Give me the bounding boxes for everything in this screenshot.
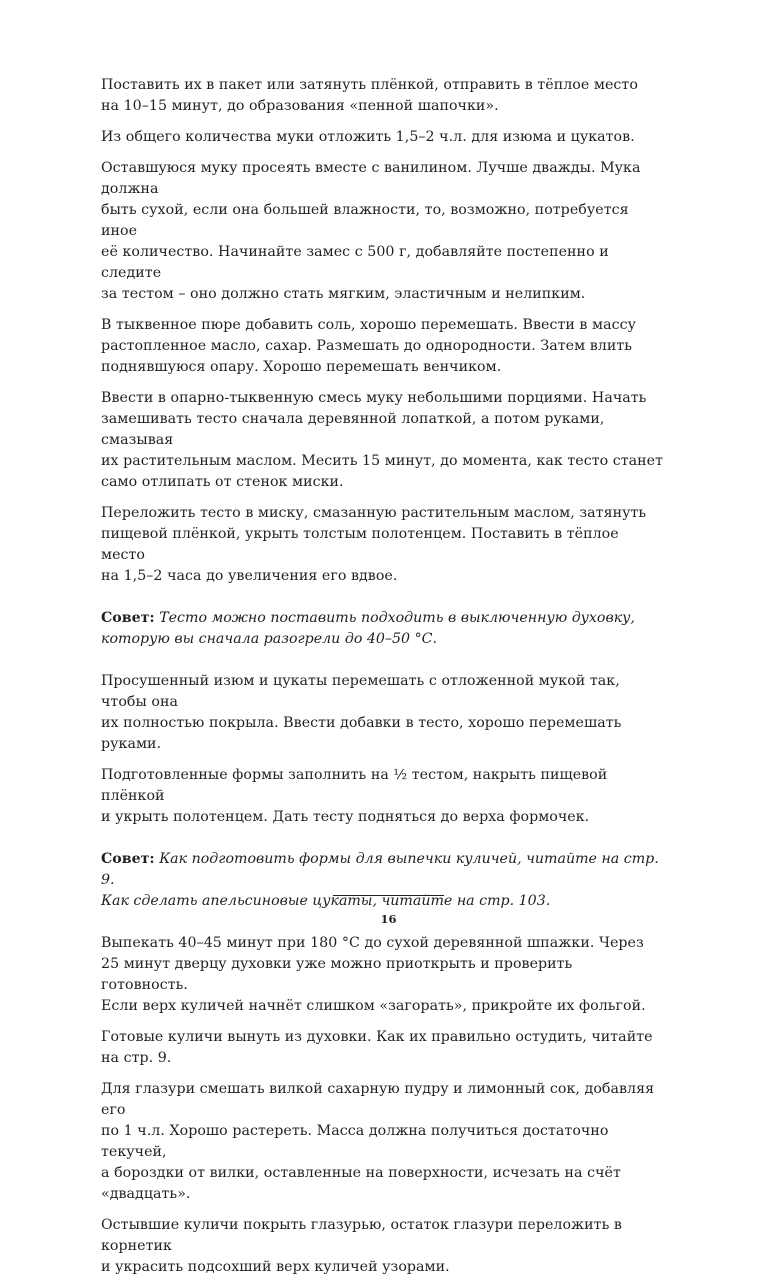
tip-text: Тесто можно поставить подходить в выключенную духовку, которую вы сначала разогрели до 40–50 °С. — [101, 610, 635, 647]
tip-label: Совет: — [101, 851, 155, 867]
footer-divider — [333, 895, 444, 896]
page-body — [101, 75, 663, 1288]
tip-label: Совет: — [101, 610, 155, 626]
paragraph-fill-forms: Подготовленные формы заполнить на ½ тестом, накрыть пищевой плёнкой и укрыть полотенцем. Дать тесту подняться до верха формочек. — [101, 767, 608, 825]
paragraph-glaze: Для глазури смешать вилкой сахарную пудру и лимонный сок, добавляя его по 1 ч.л. Хорошо растереть. Масса должна получиться достаточно текучей, а бороздки от вилки, оставленные на поверхности, исчезать на счёт «двадцать». — [101, 1081, 655, 1202]
paragraph-add-raisins: Просушенный изюм и цукаты перемешать с отложенной мукой так, чтобы она их полностью покрыла. Ввести добавки в тесто, хорошо перемешать руками. — [101, 673, 622, 752]
paragraph-knead-dough: Ввести в опарно-тыквенную смесь муку небольшими порциями. Начать замешивать тесто сначала деревянной лопаткой, а потом руками, смазывая их растительным маслом. Месить 15 минут, до момента, как тесто станет само отлипать от стенок миски. — [101, 390, 663, 490]
paragraph-reserve-flour: Из общего количества муки отложить 1,5–2 ч.л. для изюма и цукатов. — [101, 129, 635, 145]
tip-text: Как подготовить формы для выпечки куличей, читайте на стр. 9. Как сделать апельсиновые цукаты, читайте на стр. 103. — [101, 851, 659, 909]
tip-forms-and-candied-peel — [101, 849, 663, 912]
paragraph-proofing: Поставить их в пакет или затянуть плёнкой, отправить в тёплое место на 10–15 минут, до образования «пенной шапочки». — [101, 77, 638, 114]
paragraph-bake: Выпекать 40–45 минут при 180 °С до сухой деревянной шпажки. Через 25 минут дверцу духовки уже можно приоткрыть и проверить готовность. Если верх куличей начнёт слишком «загорать», прикройте их фольгой. — [101, 935, 646, 1014]
paragraph-decorate: Остывшие куличи покрыть глазурью, остаток глазури переложить в корнетик и украсить подсохший верх куличей узорами. — [101, 1217, 622, 1275]
page-number: 16 — [380, 912, 397, 926]
tip-oven-proofing — [101, 608, 663, 650]
paragraph-cool: Готовые куличи вынуть из духовки. Как их правильно остудить, читайте на стр. 9. — [101, 1029, 653, 1066]
paragraph-rise-dough: Переложить тесто в миску, смазанную растительным маслом, затянуть пищевой плёнкой, укрыть толстым полотенцем. Поставить в тёплое место на 1,5–2 часа до увеличения его вдвое. — [101, 505, 647, 584]
paragraph-sift-flour: Оставшуюся муку просеять вместе с ванилином. Лучше дважды. Мука должна быть сухой, если она большей влажности, то, возможно, потребуется иное её количество. Начинайте замес с 500 г, добавляйте постепенно и следите за тестом – оно должно стать мягким, эластичным и нелипким. — [101, 160, 641, 302]
paragraph-pumpkin-puree: В тыквенное пюре добавить соль, хорошо перемешать. Ввести в массу растопленное масло, сахар. Размешать до однородности. Затем влить поднявшуюся опару. Хорошо перемешать венчиком. — [101, 317, 636, 375]
